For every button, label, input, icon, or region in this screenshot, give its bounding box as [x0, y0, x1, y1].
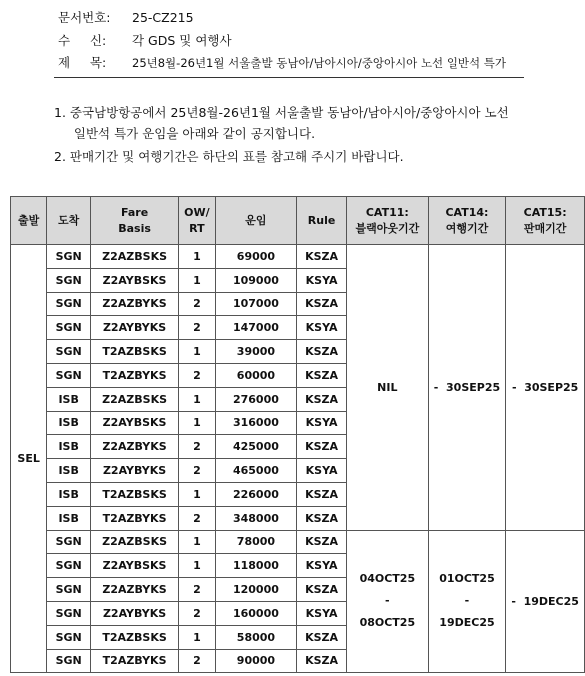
owrt-cell: 1 — [179, 554, 216, 578]
fare-basis-cell: T2AZBSKS — [91, 482, 179, 506]
owrt-cell: 1 — [179, 530, 216, 554]
dest-cell: SGN — [47, 601, 91, 625]
fare-basis-cell: Z2AZBSKS — [91, 530, 179, 554]
fare-cell: 58000 — [215, 625, 296, 649]
fare-basis-cell: Z2AYBSKS — [91, 268, 179, 292]
fare-basis-cell: Z2AZBSKS — [91, 245, 179, 269]
subject-line — [58, 53, 506, 71]
recipient-label: 수 신: — [58, 33, 107, 48]
rule-cell: KSYA — [297, 601, 347, 625]
fare-cell: 60000 — [215, 363, 296, 387]
dest-cell: SGN — [47, 268, 91, 292]
cat14-group1: - 30SEP25 — [428, 245, 506, 531]
rule-cell: KSZA — [297, 578, 347, 602]
recipient: 각 GDS 및 여행사 — [132, 33, 232, 48]
cat14-group2: 01OCT25 - 19DEC25 — [428, 530, 506, 673]
dest-cell: SGN — [47, 363, 91, 387]
subject: 25년8월-26년1월 서울출발 동남아/남아시아/중앙아시아 노선 일반석 특가 — [132, 56, 507, 70]
fare-cell: 316000 — [215, 411, 296, 435]
cat11-group2: 04OCT25 - 08OCT25 — [347, 530, 429, 673]
rule-cell: KSZA — [297, 649, 347, 673]
col-destination: 도착 — [47, 197, 91, 245]
doc-number: 25-CZ215 — [132, 10, 194, 25]
col-cat11: CAT11: 블랙아웃기간 — [347, 197, 429, 245]
fare-cell: 118000 — [215, 554, 296, 578]
owrt-cell: 2 — [179, 459, 216, 483]
recipient-line — [58, 31, 232, 49]
col-fare: 운임 — [215, 197, 296, 245]
fare-basis-cell: T2AZBYKS — [91, 363, 179, 387]
fare-cell: 147000 — [215, 316, 296, 340]
dest-cell: ISB — [47, 411, 91, 435]
fare-cell: 78000 — [215, 530, 296, 554]
fare-basis-cell: Z2AYBYKS — [91, 459, 179, 483]
owrt-cell: 2 — [179, 601, 216, 625]
rule-cell: KSZA — [297, 363, 347, 387]
rule-cell: KSYA — [297, 554, 347, 578]
header-divider — [54, 77, 524, 78]
owrt-cell: 1 — [179, 340, 216, 364]
fare-cell: 465000 — [215, 459, 296, 483]
fare-cell: 276000 — [215, 387, 296, 411]
owrt-cell: 2 — [179, 316, 216, 340]
fare-basis-cell: Z2AYBYKS — [91, 316, 179, 340]
dest-cell: SGN — [47, 649, 91, 673]
col-rule: Rule — [297, 197, 347, 245]
rule-cell: KSZA — [297, 340, 347, 364]
fare-basis-cell: T2AZBSKS — [91, 340, 179, 364]
fare-cell: 425000 — [215, 435, 296, 459]
dest-cell: SGN — [47, 340, 91, 364]
col-owrt: OW/ RT — [179, 197, 216, 245]
cat15-group2: - 19DEC25 — [506, 530, 585, 673]
fare-basis-cell: Z2AYBSKS — [91, 411, 179, 435]
fare-cell: 69000 — [215, 245, 296, 269]
table-header-row — [11, 197, 585, 245]
owrt-cell: 2 — [179, 292, 216, 316]
fare-table — [10, 196, 585, 673]
fare-basis-cell: T2AZBYKS — [91, 649, 179, 673]
cat11-group1: NIL — [347, 245, 429, 531]
dest-cell: SGN — [47, 554, 91, 578]
owrt-cell: 1 — [179, 268, 216, 292]
fare-basis-cell: Z2AYBSKS — [91, 554, 179, 578]
owrt-cell: 1 — [179, 411, 216, 435]
fare-cell: 226000 — [215, 482, 296, 506]
owrt-cell: 2 — [179, 578, 216, 602]
fare-cell: 90000 — [215, 649, 296, 673]
owrt-cell: 1 — [179, 387, 216, 411]
owrt-cell: 2 — [179, 506, 216, 530]
fare-basis-cell: T2AZBYKS — [91, 506, 179, 530]
table-row — [11, 245, 585, 269]
doc-number-label: 문서번호: — [58, 10, 111, 25]
doc-number-line — [58, 8, 194, 26]
rule-cell: KSZA — [297, 625, 347, 649]
rule-cell: KSYA — [297, 459, 347, 483]
owrt-cell: 1 — [179, 245, 216, 269]
col-cat14: CAT14: 여행기간 — [428, 197, 506, 245]
dest-cell: ISB — [47, 506, 91, 530]
rule-cell: KSZA — [297, 482, 347, 506]
dest-cell: SGN — [47, 245, 91, 269]
dest-cell: ISB — [47, 482, 91, 506]
fare-basis-cell: Z2AYBYKS — [91, 601, 179, 625]
rule-cell: KSYA — [297, 316, 347, 340]
owrt-cell: 2 — [179, 649, 216, 673]
owrt-cell: 1 — [179, 482, 216, 506]
rule-cell: KSZA — [297, 292, 347, 316]
fare-basis-cell: Z2AZBYKS — [91, 435, 179, 459]
fare-basis-cell: Z2AZBYKS — [91, 292, 179, 316]
fare-cell: 120000 — [215, 578, 296, 602]
dest-cell: SGN — [47, 530, 91, 554]
dest-cell: SGN — [47, 625, 91, 649]
dest-cell: ISB — [47, 387, 91, 411]
notice-paragraph-1: 1. 중국남방항공에서 25년8월-26년1월 서울출발 동남아/남아시아/중앙아시아 노선 — [54, 105, 509, 120]
subject-label: 제 목: — [58, 55, 107, 70]
fare-basis-cell: T2AZBSKS — [91, 625, 179, 649]
dest-cell: ISB — [47, 435, 91, 459]
rule-cell: KSZA — [297, 530, 347, 554]
rule-cell: KSYA — [297, 268, 347, 292]
rule-cell: KSYA — [297, 411, 347, 435]
col-origin: 출발 — [11, 197, 47, 245]
fare-cell: 160000 — [215, 601, 296, 625]
dest-cell: SGN — [47, 578, 91, 602]
cat15-group1: - 30SEP25 — [506, 245, 585, 531]
origin-cell: SEL — [11, 245, 47, 673]
rule-cell: KSZA — [297, 387, 347, 411]
fare-cell: 109000 — [215, 268, 296, 292]
fare-cell: 348000 — [215, 506, 296, 530]
rule-cell: KSZA — [297, 245, 347, 269]
notice-paragraph-2: 2. 판매기간 및 여행기간은 하단의 표를 참고해 주시기 바랍니다. — [54, 149, 404, 164]
fare-cell: 39000 — [215, 340, 296, 364]
col-cat15: CAT15: 판매기간 — [506, 197, 585, 245]
col-fare-basis: Fare Basis — [91, 197, 179, 245]
fare-cell: 107000 — [215, 292, 296, 316]
owrt-cell: 2 — [179, 363, 216, 387]
table-row — [11, 530, 585, 554]
fare-basis-cell: Z2AZBSKS — [91, 387, 179, 411]
fare-basis-cell: Z2AZBYKS — [91, 578, 179, 602]
owrt-cell: 1 — [179, 625, 216, 649]
owrt-cell: 2 — [179, 435, 216, 459]
dest-cell: SGN — [47, 292, 91, 316]
dest-cell: SGN — [47, 316, 91, 340]
rule-cell: KSZA — [297, 435, 347, 459]
dest-cell: ISB — [47, 459, 91, 483]
notice-paragraph-1-cont: 일반석 특가 운임을 아래와 같이 공지합니다. — [54, 126, 316, 141]
rule-cell: KSZA — [297, 506, 347, 530]
